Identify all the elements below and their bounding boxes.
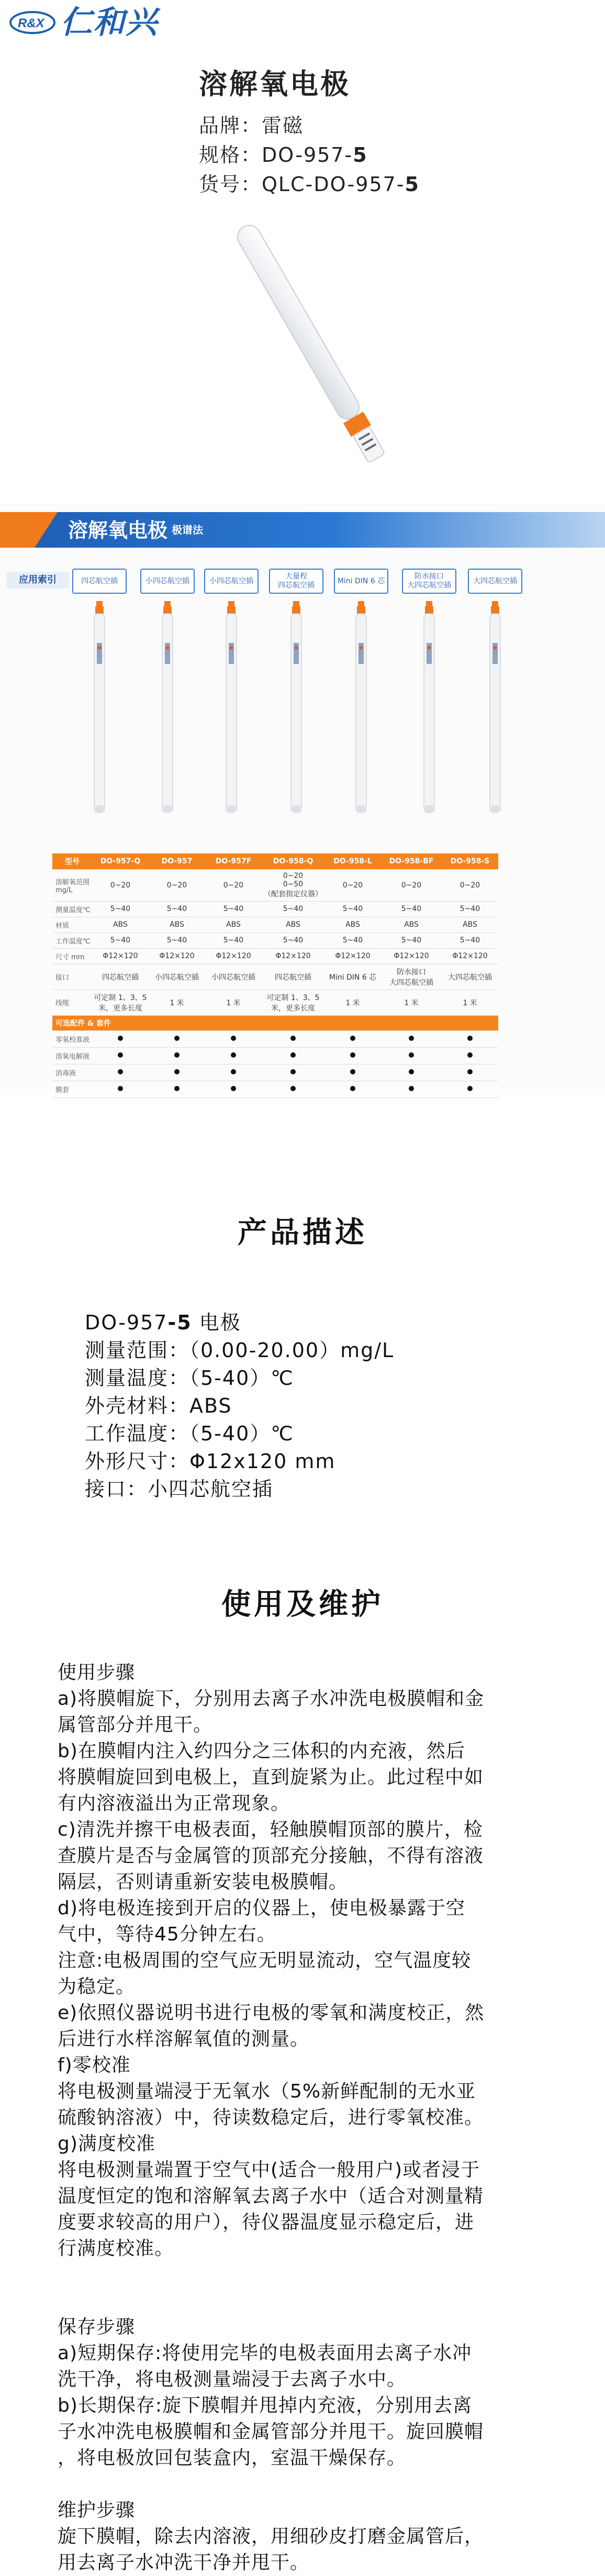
table-row-header: 工作温度℃ xyxy=(52,932,92,948)
table-cell: 大四芯航空插 xyxy=(442,964,498,990)
product-spec-list xyxy=(199,111,420,199)
table-cell xyxy=(381,1064,442,1081)
table-cell xyxy=(149,1081,205,1097)
application-index-label: 应用索引 xyxy=(6,572,69,589)
table-cell: 小四芯航空插 xyxy=(205,964,262,990)
table-row xyxy=(52,901,498,917)
table-cell xyxy=(262,1047,324,1064)
included-dot-icon xyxy=(467,1036,473,1041)
table-cell xyxy=(442,1064,498,1081)
spec-row xyxy=(199,111,420,140)
table-cell: 5~40 xyxy=(442,901,498,917)
table-cell xyxy=(381,1030,442,1047)
included-dot-icon xyxy=(118,1036,123,1041)
usage-text-line: c)清洗并擦干电极表面，轻触膜帽顶部的膜片，检 xyxy=(58,1819,483,1840)
brand-logo[interactable] xyxy=(8,4,158,41)
application-tag[interactable]: 四芯航空插 xyxy=(72,569,127,594)
table-cell: Φ12×120 xyxy=(381,948,442,964)
description-line xyxy=(85,1420,394,1448)
included-dot-icon xyxy=(290,1052,296,1058)
table-cell: 5~40 xyxy=(324,901,381,917)
table-cell: Φ12×120 xyxy=(324,948,381,964)
table-cell: 0~20 0~50 （配套指定仪器） xyxy=(262,869,324,901)
application-tag[interactable]: 防水接口 大四芯航空插 xyxy=(402,569,456,594)
description-text: 测量范围：（0.00-20.00）mg/L xyxy=(85,1339,395,1362)
usage-steps-heading: 使用步骤 xyxy=(58,1662,136,1683)
electrode-thumbnail xyxy=(479,601,511,821)
table-cell xyxy=(262,1030,324,1047)
usage-text-line: 度要求较高的用户），待仪器温度显示稳定后，进 xyxy=(58,2212,475,2233)
usage-steps-list xyxy=(58,1686,581,2262)
table-cell: Φ12×120 xyxy=(442,948,498,964)
spec-row xyxy=(199,170,420,199)
table-cell xyxy=(324,1064,381,1081)
banner-title: 溶解氧电极 xyxy=(68,519,168,542)
table-cell: 0~20 xyxy=(324,869,381,901)
spec-value: DO-957- xyxy=(262,143,353,166)
usage-and-maintenance xyxy=(0,1503,605,2573)
usage-body xyxy=(58,1660,581,2576)
included-dot-icon xyxy=(350,1086,355,1091)
table-cell: 四芯航空插 xyxy=(262,964,324,990)
table-row xyxy=(52,932,498,948)
included-dot-icon xyxy=(290,1069,296,1074)
included-dot-icon xyxy=(174,1036,180,1041)
spec-label: 品牌： xyxy=(199,114,262,137)
included-dot-icon xyxy=(118,1069,123,1074)
usage-text-line: d)将电极连接到开启的仪器上，使电极暴露于空 xyxy=(58,1897,465,1919)
description-list xyxy=(85,1309,394,1531)
table-header: 型号 xyxy=(52,853,92,869)
included-dot-icon xyxy=(467,1069,473,1074)
page-title: 溶解氧电极 xyxy=(199,68,351,101)
table-cell: 5~40 xyxy=(381,901,442,917)
table-cell: 0~20 xyxy=(442,869,498,901)
description-line xyxy=(85,1448,394,1475)
usage-text-line: 后进行水样溶解氧值的测量。 xyxy=(58,2028,310,2050)
rx-logo-icon xyxy=(8,8,57,37)
table-cell: 1 米 xyxy=(324,990,381,1015)
table-cell: 5~40 xyxy=(381,932,442,948)
table-cell: Mini DIN 6 芯 xyxy=(324,964,381,990)
catalog-banner xyxy=(0,503,605,550)
table-section-row xyxy=(52,1015,498,1030)
description-text: 测量温度：（5-40）℃ xyxy=(85,1367,294,1390)
included-dot-icon xyxy=(290,1086,296,1091)
table-cell: 1 米 xyxy=(442,990,498,1015)
table-cell xyxy=(324,1030,381,1047)
table-cell xyxy=(205,1064,262,1081)
usage-text-line: b)长期保存:旋下膜帽并甩掉内充液，分别用去离 xyxy=(58,2395,473,2416)
included-dot-icon xyxy=(118,1052,123,1058)
description-line xyxy=(85,1337,394,1364)
description-text: DO-957 xyxy=(85,1311,168,1334)
electrode-lineup xyxy=(0,601,605,821)
included-dot-icon xyxy=(467,1086,473,1091)
table-cell: 可定制 1、3、5 米，更多长度 xyxy=(92,990,149,1015)
table-cell xyxy=(92,1047,149,1064)
usage-text-line: 用去离子水冲洗干净并甩干。 xyxy=(58,2552,310,2573)
logo-mark-text: R&X xyxy=(18,16,44,30)
table-cell xyxy=(205,1081,262,1097)
maintenance-steps-list xyxy=(58,2524,581,2576)
electrode-thumbnail xyxy=(152,601,183,821)
storage-heading: 保存步骤 xyxy=(58,2316,136,2338)
included-dot-icon xyxy=(467,1052,473,1058)
usage-text-line: g)满度校准 xyxy=(58,2133,155,2155)
included-dot-icon xyxy=(231,1069,236,1074)
included-dot-icon xyxy=(409,1086,414,1091)
table-row xyxy=(52,948,498,964)
description-text: 外形尺寸：Φ12x120 mm xyxy=(85,1450,336,1473)
table-cell: 防水接口 大四芯航空插 xyxy=(381,964,442,990)
table-cell xyxy=(149,1047,205,1064)
table-cell: 0~20 xyxy=(149,869,205,901)
table-cell: 5~40 xyxy=(149,901,205,917)
description-bold: -5 xyxy=(167,1311,192,1334)
table-cell: 0~20 xyxy=(381,869,442,901)
usage-text-line: 气中，等待45分钟左右。 xyxy=(58,1924,276,1945)
application-tag[interactable]: 大量程 四芯航空插 xyxy=(269,569,323,594)
table-cell: ABS xyxy=(205,917,262,932)
usage-text-line: 有内溶液溢出为正常现象。 xyxy=(58,1793,290,1814)
table-header: DO-957-Q xyxy=(92,853,149,869)
usage-text-line: 硫酸钠溶液）中，待读数稳定后，进行零氧校准。 xyxy=(58,2107,484,2128)
table-row xyxy=(52,990,498,1015)
table-row-header: 消毒液 xyxy=(52,1064,92,1081)
description-title: 产品描述 xyxy=(238,1216,367,1250)
table-cell: 5~40 xyxy=(205,932,262,948)
description-text: 工作温度：（5-40）℃ xyxy=(85,1422,294,1445)
electrode-catalog xyxy=(0,503,605,1094)
included-dot-icon xyxy=(290,1036,296,1041)
table-cell: ABS xyxy=(324,917,381,932)
spec-suffix: 5 xyxy=(405,173,420,196)
table-header: DO-957 xyxy=(149,853,205,869)
table-cell: Φ12×120 xyxy=(262,948,324,964)
table-cell xyxy=(381,1047,442,1064)
description-text: 接口：小四芯航空插 xyxy=(85,1478,274,1501)
table-cell xyxy=(381,1081,442,1097)
table-row xyxy=(52,1064,498,1081)
usage-text-line: 属管部分并甩干。 xyxy=(58,1714,213,1736)
table-cell xyxy=(442,1047,498,1064)
table-cell: 5~40 xyxy=(92,901,149,917)
description-line xyxy=(85,1364,394,1392)
table-cell: 5~40 xyxy=(262,901,324,917)
table-cell xyxy=(262,1081,324,1097)
electrode-thumbnail xyxy=(216,601,247,821)
table-row-header: 零氧校准液 xyxy=(52,1030,92,1047)
table-row xyxy=(52,964,498,990)
description-line xyxy=(85,1309,394,1337)
product-description xyxy=(0,1152,605,1508)
table-cell: 1 米 xyxy=(149,990,205,1015)
table-cell: 5~40 xyxy=(205,901,262,917)
table-cell: 0~20 xyxy=(205,869,262,901)
usage-text-line: 查膜片是否与金属管的顶部充分接触，不得有溶液 xyxy=(58,1845,484,1867)
table-cell: 0~20 xyxy=(92,869,149,901)
included-dot-icon xyxy=(174,1052,180,1058)
table-cell xyxy=(324,1081,381,1097)
table-row xyxy=(52,1030,498,1047)
table-cell: 可定制 1、3、5 米，更多长度 xyxy=(262,990,324,1015)
storage-steps-list xyxy=(58,2340,581,2471)
table-cell: 5~40 xyxy=(442,932,498,948)
included-dot-icon xyxy=(409,1069,414,1074)
usage-text-line: 温度恒定的饱和溶解氧去离子水中（适合对测量精 xyxy=(58,2185,484,2207)
brand-name: 仁和兴 xyxy=(61,4,158,41)
table-cell xyxy=(92,1081,149,1097)
included-dot-icon xyxy=(174,1086,180,1091)
table-row xyxy=(52,1081,498,1097)
table-header: DO-958-S xyxy=(442,853,498,869)
table-row xyxy=(52,869,498,901)
spec-value: QLC-DO-957- xyxy=(262,173,405,196)
included-dot-icon xyxy=(118,1086,123,1091)
table-row-header: 溶氧电解液 xyxy=(52,1047,92,1064)
table-cell: 5~40 xyxy=(262,932,324,948)
usage-text-line: 将电极测量端浸于无氧水（5%新鲜配制的无水亚 xyxy=(58,2081,476,2102)
table-cell xyxy=(324,1047,381,1064)
usage-text-line: a)短期保存:将使用完毕的电极表面用去离子水冲 xyxy=(58,2342,472,2364)
included-dot-icon xyxy=(409,1036,414,1041)
table-header: DO-958-L xyxy=(324,853,381,869)
table-cell: 5~40 xyxy=(92,932,149,948)
usage-text-line: a)将膜帽旋下，分别用去离子水冲洗电极膜帽和金 xyxy=(58,1688,485,1709)
usage-text-line: 旋下膜帽，除去内溶液，用细砂皮打磨金属管后， xyxy=(58,2526,484,2547)
included-dot-icon xyxy=(231,1036,236,1041)
application-tag[interactable]: 大四芯航空插 xyxy=(468,569,522,594)
included-dot-icon xyxy=(409,1052,414,1058)
table-cell xyxy=(205,1030,262,1047)
table-cell: 四芯航空插 xyxy=(92,964,149,990)
spec-value: 雷磁 xyxy=(262,114,304,137)
table-cell xyxy=(205,1047,262,1064)
usage-text-line: 将膜帽旋回到电极上，直到旋紧为止。此过程中如 xyxy=(58,1767,484,1788)
included-dot-icon xyxy=(350,1052,355,1058)
table-cell: ABS xyxy=(149,917,205,932)
table-cell: ABS xyxy=(92,917,149,932)
table-row xyxy=(52,917,498,932)
table-cell xyxy=(442,1081,498,1097)
table-cell: 1 米 xyxy=(205,990,262,1015)
application-tag[interactable]: Mini DIN 6 芯 xyxy=(334,569,388,594)
usage-text-line: b)在膜帽内注入约四分之三体积的内充液，然后 xyxy=(58,1740,465,1762)
usage-text-line: 隔层，否则请重新安装电极膜帽。 xyxy=(58,1871,349,1893)
table-cell xyxy=(442,1030,498,1047)
electrode-thumbnail xyxy=(84,601,115,821)
table-cell xyxy=(262,1064,324,1081)
product-hero xyxy=(0,0,605,503)
usage-text-line: 行满度校准。 xyxy=(58,2238,174,2259)
included-dot-icon xyxy=(231,1086,236,1091)
usage-text-line: 注意:电极周围的空气应无明显流动，空气温度较 xyxy=(58,1950,472,1971)
usage-text-line: 洗干净，将电极测量端浸于去离子水中。 xyxy=(58,2369,407,2390)
table-cell: Φ12×120 xyxy=(92,948,149,964)
table-row-header: 膜套 xyxy=(52,1081,92,1097)
usage-text-line: 子水冲洗电极膜帽和金属管部分并甩干。旋回膜帽 xyxy=(58,2421,484,2442)
application-tag[interactable]: 小四芯航空插 xyxy=(204,569,259,594)
table-header: DO-957F xyxy=(205,853,262,869)
table-cell: ABS xyxy=(442,917,498,932)
electrode-thumbnail xyxy=(413,601,445,821)
table-cell: Φ12×120 xyxy=(205,948,262,964)
table-row xyxy=(52,1047,498,1064)
table-row-header: 线缆 xyxy=(52,990,92,1015)
table-header: DO-958-Q xyxy=(262,853,324,869)
table-cell xyxy=(92,1030,149,1047)
description-line xyxy=(85,1475,394,1503)
usage-text-line: 为稳定。 xyxy=(58,1976,136,1997)
electrode-thumbnail xyxy=(345,601,377,821)
table-cell: ABS xyxy=(381,917,442,932)
maintenance-heading: 维护步骤 xyxy=(58,2500,136,2521)
table-cell: ABS xyxy=(262,917,324,932)
table-row-header: 尺寸 mm xyxy=(52,948,92,964)
table-cell xyxy=(92,1064,149,1081)
table-cell: 5~40 xyxy=(149,932,205,948)
spec-suffix: 5 xyxy=(353,143,368,166)
table-cell xyxy=(149,1030,205,1047)
banner-subtitle: 极谱法 xyxy=(172,524,203,536)
electrode-thumbnail xyxy=(281,601,312,821)
spec-label: 货号： xyxy=(199,173,262,196)
table-section-label: 可选配件 & 套件 xyxy=(52,1015,498,1030)
application-tag[interactable]: 小四芯航空插 xyxy=(140,569,195,594)
table-row-header: 溶解氧范围 mg/L xyxy=(52,869,92,901)
description-tail: 电极 xyxy=(192,1311,241,1334)
usage-text-line: 将电极测量端置于空气中(适合一般用户)或者浸于 xyxy=(58,2159,480,2181)
usage-text-line: e)依照仪器说明书进行电极的零氧和满度校正，然 xyxy=(58,2002,485,2024)
table-row-header: 接口 xyxy=(52,964,92,990)
table-row-header: 测量温度℃ xyxy=(52,901,92,917)
usage-title: 使用及维护 xyxy=(221,1587,384,1622)
included-dot-icon xyxy=(231,1052,236,1058)
included-dot-icon xyxy=(174,1069,180,1074)
table-cell: 小四芯航空插 xyxy=(149,964,205,990)
electrode-product-image xyxy=(183,204,434,476)
description-line xyxy=(85,1392,394,1420)
table-cell xyxy=(149,1064,205,1081)
included-dot-icon xyxy=(350,1036,355,1041)
table-cell: 1 米 xyxy=(381,990,442,1015)
description-text: 外壳材料：ABS xyxy=(85,1394,232,1417)
application-index-row xyxy=(0,564,605,596)
table-header: DO-958-BF xyxy=(381,853,442,869)
spec-comparison-table xyxy=(52,853,498,1098)
usage-text-line: f)零校准 xyxy=(58,2055,131,2076)
table-row-header: 材质 xyxy=(52,917,92,932)
spec-row xyxy=(199,140,420,170)
table-cell: 5~40 xyxy=(324,932,381,948)
spec-label: 规格： xyxy=(199,143,262,166)
included-dot-icon xyxy=(350,1069,355,1074)
usage-text-line: ，将电极放回包装盒内，室温干燥保存。 xyxy=(58,2447,407,2469)
table-cell: Φ12×120 xyxy=(149,948,205,964)
